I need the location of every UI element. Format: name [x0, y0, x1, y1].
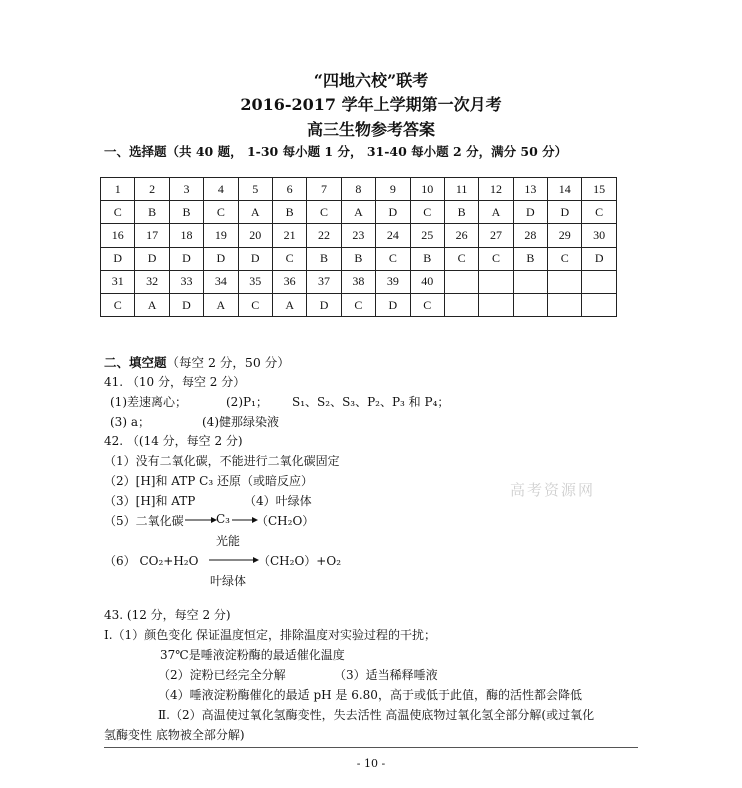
question-number-cell: 20 [238, 224, 272, 247]
answer-cell: C [548, 247, 582, 270]
q41-answer-4: (4)健那绿染液 [202, 415, 279, 429]
question-number-row [101, 270, 617, 293]
q42-answer-5-condition: 光能 [216, 534, 241, 548]
question-number-cell: 39 [376, 270, 410, 293]
answer-cell: C [410, 201, 444, 224]
question-number-cell: 4 [204, 178, 238, 201]
question-number-cell: 9 [376, 178, 410, 201]
q42-answer-5-product: （CH₂O） [256, 514, 315, 528]
q43-title: 43. (12 分，每空 2 分) [104, 608, 231, 622]
reaction-arrow-icon [232, 514, 258, 526]
answer-cell: D [101, 247, 135, 270]
answer-cell: C [101, 201, 135, 224]
q41-answer-3: (3) a； [110, 415, 150, 429]
q42-answer-6-products: （CH₂O）+O₂ [258, 554, 341, 568]
reaction-arrow-icon [185, 514, 217, 526]
question-number-cell: 10 [410, 178, 444, 201]
question-number-cell: 11 [444, 178, 478, 201]
question-number-cell: 7 [307, 178, 341, 201]
answer-cell: D [376, 293, 410, 316]
watermark: 高考资源网 [510, 481, 596, 499]
question-number-cell: 40 [410, 270, 444, 293]
answer-cell: C [307, 201, 341, 224]
answer-cell: A [135, 293, 169, 316]
question-number-cell: 31 [101, 270, 135, 293]
q43-answer-1: Ⅰ.（1）颜色变化 保证温度恒定，排除温度对实验过程的干扰； [104, 628, 437, 642]
question-number-cell: 15 [582, 178, 616, 201]
reaction-arrow-icon [209, 554, 259, 566]
answer-row [101, 293, 617, 316]
question-number-cell [479, 270, 513, 293]
answer-cell: A [204, 293, 238, 316]
answer-table [100, 177, 617, 317]
answer-cell [582, 293, 616, 316]
question-number-cell: 30 [582, 224, 616, 247]
answer-cell: D [548, 201, 582, 224]
question-number-cell: 37 [307, 270, 341, 293]
q42-answer-4: （4）叶绿体 [244, 494, 312, 508]
answer-cell: C [582, 201, 616, 224]
question-number-cell: 2 [135, 178, 169, 201]
question-number-cell: 36 [272, 270, 306, 293]
question-number-cell: 16 [101, 224, 135, 247]
answer-cell: B [307, 247, 341, 270]
question-number-cell: 1 [101, 178, 135, 201]
answer-cell [444, 293, 478, 316]
q42-answer-6-reactants: （6） CO₂+H₂O [104, 554, 199, 568]
answer-cell: C [101, 293, 135, 316]
q42-answer-3: （3）[H]和 ATP [104, 494, 196, 508]
answer-cell: A [341, 201, 375, 224]
question-number-cell: 12 [479, 178, 513, 201]
q43-answer-1b: 37℃是唾液淀粉酶的最适催化温度 [160, 648, 345, 662]
answer-cell: B [272, 201, 306, 224]
question-number-cell: 17 [135, 224, 169, 247]
answer-cell: C [204, 201, 238, 224]
answer-cell: A [479, 201, 513, 224]
section1-heading: 一、选择题（共 40 题， 1-30 每小题 1 分， 31-40 每小题 2 分，满分 50 分） [104, 144, 568, 159]
question-number-cell [513, 270, 547, 293]
question-number-cell: 35 [238, 270, 272, 293]
question-number-cell: 6 [272, 178, 306, 201]
page-number: - 10 - [356, 757, 386, 770]
answer-cell: D [169, 247, 203, 270]
question-number-cell: 28 [513, 224, 547, 247]
question-number-cell: 23 [341, 224, 375, 247]
question-number-cell: 32 [135, 270, 169, 293]
answer-cell: A [238, 201, 272, 224]
question-number-cell: 21 [272, 224, 306, 247]
answer-cell: D [169, 293, 203, 316]
answer-cell: D [513, 201, 547, 224]
section2-heading-bold: 二、填空题 [104, 355, 167, 370]
answer-cell: C [272, 247, 306, 270]
question-number-cell [548, 270, 582, 293]
q41-answer-2b: S₁、S₂、S₃、P₂、P₃ 和 P₄； [292, 395, 450, 409]
q42-answer-1: （1）没有二氧化碳，不能进行二氧化碳固定 [104, 454, 340, 468]
q43-answer-II: Ⅱ.（2）高温使过氧化氢酶变性，失去活性 高温使底物过氧化氢全部分解(或过氧化 [158, 708, 595, 722]
answer-cell: C [238, 293, 272, 316]
answer-cell: B [513, 247, 547, 270]
question-number-cell: 27 [479, 224, 513, 247]
question-number-row [101, 224, 617, 247]
q41-title: 41. （10 分，每空 2 分） [104, 375, 246, 389]
q42-answer-5-c3: C₃ [216, 512, 230, 526]
answer-cell: D [307, 293, 341, 316]
section2-heading-rest: （每空 2 分，50 分） [166, 355, 290, 370]
answer-cell: D [376, 201, 410, 224]
answer-cell: C [444, 247, 478, 270]
answer-cell: D [135, 247, 169, 270]
exam-title-line1: “四地六校”联考 [313, 71, 429, 90]
answer-cell: B [169, 201, 203, 224]
answer-cell: D [238, 247, 272, 270]
question-number-cell: 25 [410, 224, 444, 247]
question-number-cell: 24 [376, 224, 410, 247]
q43-answer-2: （2）淀粉已经完全分解 [158, 668, 286, 682]
exam-title-line3: 高三生物参考答案 [306, 120, 435, 139]
answer-cell: C [341, 293, 375, 316]
q43-answer-4: （4）唾液淀粉酶催化的最适 pH 是 6.80，高于或低于此值，酶的活性都会降低 [158, 688, 582, 702]
answer-cell: D [204, 247, 238, 270]
question-number-cell: 13 [513, 178, 547, 201]
question-number-cell: 22 [307, 224, 341, 247]
answer-row [101, 201, 617, 224]
q42-title: 42. （(14 分，每空 2 分) [104, 434, 243, 448]
answer-cell: A [272, 293, 306, 316]
exam-title-line2: 2016-2017 学年上学期第一次月考 [240, 95, 502, 114]
q41-answer-2: (2)P₁； [226, 395, 268, 409]
section2-heading [104, 353, 290, 371]
q42-answer-5-start: （5）二氧化碳 [104, 514, 184, 528]
question-number-cell: 33 [169, 270, 203, 293]
question-number-cell: 26 [444, 224, 478, 247]
answer-cell: B [444, 201, 478, 224]
question-number-cell: 5 [238, 178, 272, 201]
answer-cell: C [410, 293, 444, 316]
question-number-cell: 3 [169, 178, 203, 201]
question-number-cell: 34 [204, 270, 238, 293]
answer-cell: C [376, 247, 410, 270]
question-number-cell [582, 270, 616, 293]
question-number-cell: 8 [341, 178, 375, 201]
answer-cell: B [410, 247, 444, 270]
answer-cell: D [582, 247, 616, 270]
question-number-cell [444, 270, 478, 293]
answer-cell: B [135, 201, 169, 224]
answer-cell [548, 293, 582, 316]
answer-cell: C [479, 247, 513, 270]
footer-rule [104, 747, 638, 748]
q43-answer-II-cont: 氢酶变性 底物被全部分解) [104, 728, 245, 742]
q43-answer-3: （3）适当稀释唾液 [334, 668, 438, 682]
answer-cell: B [341, 247, 375, 270]
q42-answer-2: （2）[H]和 ATP C₃ 还原（或暗反应） [104, 474, 313, 488]
answer-cell [479, 293, 513, 316]
question-number-cell: 29 [548, 224, 582, 247]
answer-row [101, 247, 617, 270]
answer-cell [513, 293, 547, 316]
question-number-row [101, 178, 617, 201]
question-number-cell: 38 [341, 270, 375, 293]
question-number-cell: 14 [548, 178, 582, 201]
question-number-cell: 19 [204, 224, 238, 247]
question-number-cell: 18 [169, 224, 203, 247]
q41-answer-1: (1)差速离心； [110, 395, 187, 409]
q42-answer-6-condition: 叶绿体 [210, 574, 247, 588]
